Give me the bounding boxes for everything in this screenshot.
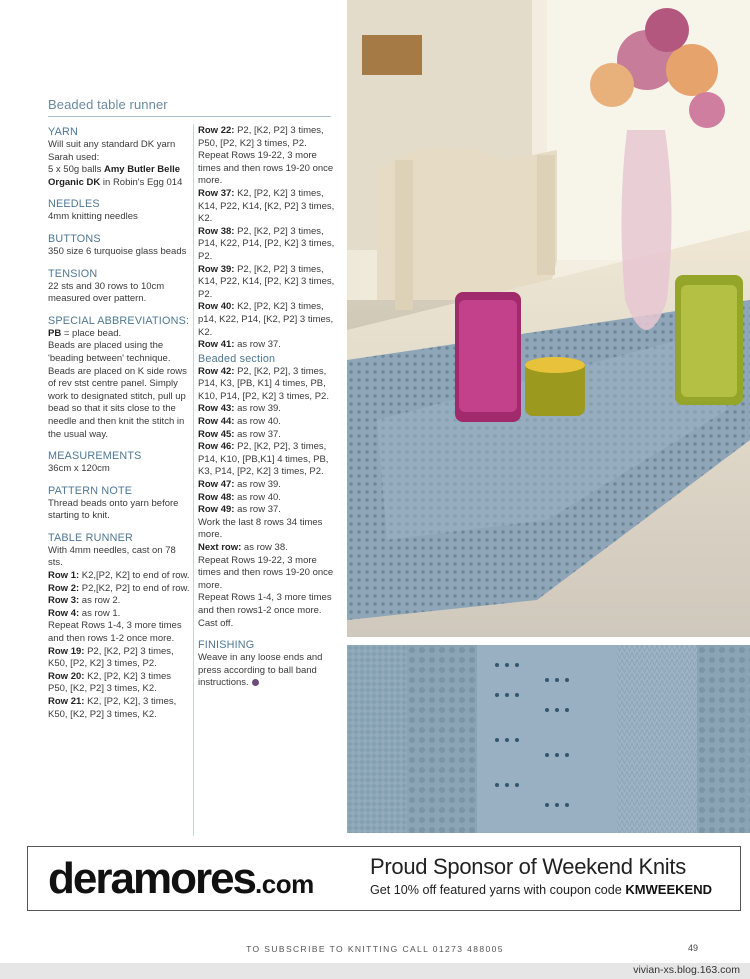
row-text: P2, [K2, P2] 3 times, P14, K22, P14, [P2, K2] 3 times, P2. bbox=[198, 225, 335, 262]
ad-subline bbox=[370, 882, 712, 897]
repeat-instruction: Repeat Rows 1-4, 3 more times and then rows1-2 once more. bbox=[198, 592, 332, 616]
work-instruction: Work the last 8 rows 34 times more. bbox=[198, 516, 323, 541]
yarn-line1: Will suit any standard DK yarn bbox=[48, 139, 176, 150]
row-text: as row 2. bbox=[79, 595, 121, 607]
pattern-note-text: Thread beads onto yarn before starting to knit. bbox=[48, 497, 179, 522]
row-text: K2,[P2, K2] to end of row. bbox=[79, 570, 190, 582]
row-label: Row 45: bbox=[198, 428, 235, 440]
yarn-shade: in Robin's Egg 014 bbox=[102, 176, 183, 188]
finishing-heading: FINISHING bbox=[198, 639, 255, 652]
needles-heading: NEEDLES bbox=[48, 198, 100, 211]
row-instruction bbox=[198, 403, 340, 416]
row-instruction bbox=[198, 188, 340, 226]
row-label: Row 41: bbox=[198, 339, 235, 351]
row-label: Row 20: bbox=[48, 670, 85, 682]
abbreviation-text: Beads are placed using the 'beading between' technique. Beads are placed on K side rows of rev stst centre panel. Simply work to designated stitch, pull up bead so that it sits close to the needle and then knit the stitch in the usual way. bbox=[48, 340, 187, 440]
left-column bbox=[48, 125, 190, 721]
row-label: Row 3: bbox=[48, 595, 80, 607]
abbreviations-heading: SPECIAL ABBREVIATIONS: bbox=[48, 314, 190, 327]
pattern-note-heading: PATTERN NOTE bbox=[48, 484, 133, 497]
row-label: Row 43: bbox=[198, 403, 235, 415]
row-text: K2, [P2, K2] 3 times, K14, P22, K14, [K2, P2] 3 times, K2. bbox=[198, 187, 335, 225]
row-instruction bbox=[48, 595, 190, 608]
logo-suffix: .com bbox=[255, 869, 314, 899]
row-text: as row 37. bbox=[234, 339, 281, 351]
yarn-detail bbox=[48, 164, 190, 189]
row-instruction bbox=[198, 504, 340, 517]
table-runner-heading: TABLE RUNNER bbox=[48, 531, 133, 544]
row-instruction bbox=[198, 301, 340, 339]
row-text: as row 40. bbox=[234, 491, 281, 503]
row-instruction bbox=[198, 226, 340, 264]
row-label: Row 47: bbox=[198, 479, 235, 491]
needles-text: 4mm knitting needles bbox=[48, 211, 138, 223]
yarn-qty: 5 x 50g balls bbox=[48, 164, 102, 176]
watermark: vivian-xs.blog.163.com bbox=[633, 964, 740, 976]
row-text: as row 37. bbox=[234, 428, 281, 440]
row-label: Next row: bbox=[198, 542, 242, 553]
cast-off-instruction: Cast off. bbox=[198, 617, 234, 629]
row-label: Row 49: bbox=[198, 504, 235, 516]
buttons-text: 350 size 6 turquoise glass beads bbox=[48, 245, 187, 257]
abbreviation-pb bbox=[48, 328, 190, 341]
row-instruction bbox=[198, 416, 340, 429]
row-label: Row 40: bbox=[198, 301, 235, 313]
next-row-instruction bbox=[198, 542, 340, 555]
row-instruction bbox=[48, 570, 190, 583]
row-text: as row 38. bbox=[241, 542, 288, 553]
row-text: as row 37. bbox=[234, 504, 281, 516]
buttons-heading: BUTTONS bbox=[48, 232, 101, 245]
pattern-title: Beaded table runner bbox=[48, 97, 168, 112]
tension-heading: TENSION bbox=[48, 267, 98, 280]
column-divider bbox=[193, 124, 194, 836]
knit-detail-illustration bbox=[347, 645, 750, 833]
row-text: P2, [K2, P2] 3 times, K50, [P2, K2] 3 times, P2. bbox=[48, 645, 174, 670]
yarn-heading: YARN bbox=[48, 126, 78, 138]
row-label: Row 22: bbox=[198, 125, 235, 136]
row-label: Row 1: bbox=[48, 570, 80, 582]
row-label: Row 44: bbox=[198, 416, 235, 428]
measurements-text: 36cm x 120cm bbox=[48, 463, 110, 475]
subscribe-footer: TO SUBSCRIBE TO KNITTING CALL 01273 488005 bbox=[246, 944, 504, 954]
row-text: as row 39. bbox=[234, 403, 281, 415]
row-instruction bbox=[198, 264, 340, 302]
row-label: Row 48: bbox=[198, 491, 235, 503]
row-instruction bbox=[48, 696, 190, 721]
row-label: Row 2: bbox=[48, 582, 80, 594]
logo-main: deramores bbox=[48, 854, 256, 903]
beaded-section-heading: Beaded section bbox=[198, 352, 276, 365]
row-text: P2, [K2, P2], 3 times, P14, K3, [PB, K1] 4 times, PB, K10, P14, [P2, K2] 3 times, P2. bbox=[198, 365, 329, 402]
finishing-body: Weave in any loose ends and press according to ball band instructions. bbox=[198, 652, 323, 689]
row-instruction bbox=[198, 339, 340, 352]
row-text: as row 40. bbox=[234, 416, 281, 428]
title-divider bbox=[48, 116, 331, 117]
row-text: P2, [K2, P2], 3 times, P14, K10, [PB,K1] 4 times, PB, K3, P14, [P2, K2] 3 times, P2. bbox=[198, 441, 329, 478]
yarn-line2: Sarah used: bbox=[48, 151, 100, 163]
row-text: K2, [P2, K2] 3 times P50, [K2, P2] 3 times, K2. bbox=[48, 670, 172, 695]
row-text: P2, [K2, P2] 3 times, K14, P22, K14, [P2, K2] 3 times, P2. bbox=[198, 263, 335, 300]
row-text: P2, [K2, P2] 3 times, P50, [P2, K2] 3 times, P2. bbox=[198, 125, 324, 149]
row-label: Row 37: bbox=[198, 187, 235, 199]
row-instruction bbox=[48, 671, 190, 696]
runner-intro: With 4mm needles, cast on 78 sts. bbox=[48, 544, 176, 569]
row-label: Row 19: bbox=[48, 645, 85, 657]
photo-knit-detail bbox=[347, 645, 750, 833]
row-text: K2, [P2, K2] 3 times, p14, K22, P14, [K2, P2] 3 times, K2. bbox=[198, 301, 334, 338]
row-label: Row 21: bbox=[48, 696, 85, 707]
row-instruction bbox=[48, 646, 190, 671]
row-label: Row 38: bbox=[198, 225, 235, 237]
page-number: 49 bbox=[688, 943, 699, 953]
row-instruction bbox=[198, 441, 340, 479]
row-text: P2,[K2, P2] to end of row. bbox=[79, 582, 190, 594]
abbr-pb-label: PB bbox=[48, 327, 62, 339]
measurements-heading: MEASUREMENTS bbox=[48, 450, 142, 463]
row-label: Row 42: bbox=[198, 365, 235, 377]
yarn-brand: Amy Butler Belle Organic DK bbox=[48, 164, 181, 188]
abbr-pb-text: = place bead. bbox=[63, 327, 122, 339]
row-instruction bbox=[198, 429, 340, 442]
row-label: Row 46: bbox=[198, 441, 235, 453]
table-runner-illustration bbox=[347, 0, 750, 637]
row-instruction bbox=[198, 125, 340, 150]
photo-table-runner bbox=[347, 0, 750, 637]
row-instruction bbox=[198, 479, 340, 492]
end-bullet-icon bbox=[252, 679, 259, 686]
deramores-logo bbox=[48, 853, 314, 910]
coupon-code: KMWEEKEND bbox=[625, 882, 712, 897]
row-text: as row 1. bbox=[79, 607, 121, 619]
finishing-text bbox=[198, 652, 340, 690]
row-text: K2, [P2, K2], 3 times, K50, [K2, P2] 3 times, K2. bbox=[48, 696, 177, 720]
tension-text: 22 sts and 30 rows to 10cm measured over pattern. bbox=[48, 280, 165, 305]
row-label: Row 4: bbox=[48, 607, 80, 619]
row-label: Row 39: bbox=[198, 263, 235, 275]
ad-headline: Proud Sponsor of Weekend Knits bbox=[370, 854, 686, 879]
right-column bbox=[198, 125, 340, 690]
row-instruction bbox=[198, 492, 340, 505]
sponsor-advert[interactable] bbox=[27, 846, 741, 911]
row-instruction bbox=[48, 608, 190, 621]
repeat-instruction: Repeat Rows 19-22, 3 more times and then rows 19-20 once more. bbox=[198, 150, 334, 187]
repeat-instruction: Repeat Rows 19-22, 3 more times and then rows 19-20 once more. bbox=[198, 554, 334, 591]
row-instruction bbox=[198, 366, 340, 404]
row-text: as row 39. bbox=[234, 479, 281, 491]
repeat-instruction: Repeat Rows 1-4, 3 more times and then rows 1-2 once more. bbox=[48, 620, 182, 645]
ad-subline-text: Get 10% off featured yarns with coupon code bbox=[370, 883, 622, 897]
row-instruction bbox=[48, 583, 190, 596]
